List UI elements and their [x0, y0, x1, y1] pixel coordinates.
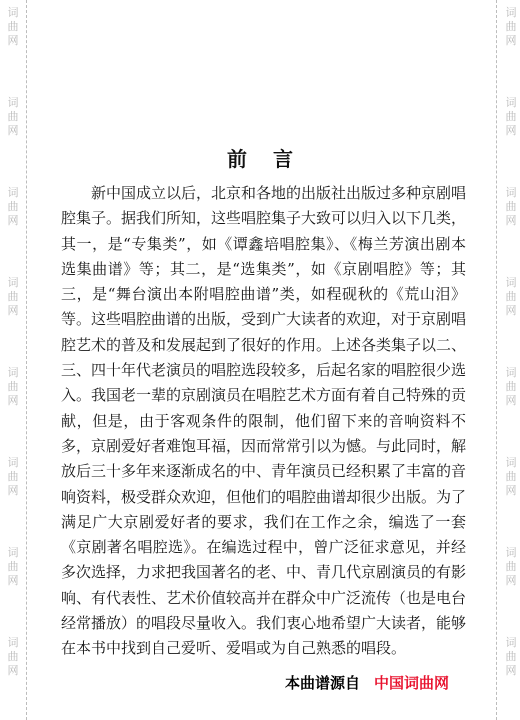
- watermark-char: 网: [7, 304, 19, 317]
- watermark-char: 词: [7, 96, 19, 109]
- watermark-char: 网: [505, 394, 517, 407]
- watermark-char: 曲: [505, 560, 517, 573]
- watermark-char: 曲: [505, 650, 517, 663]
- watermark-char: 曲: [505, 380, 517, 393]
- watermark-char: 词: [7, 6, 19, 19]
- watermark-char: 网: [505, 214, 517, 227]
- watermark-char: 词: [505, 546, 517, 559]
- watermark-char: 词: [7, 186, 19, 199]
- watermark-group: [500, 636, 520, 678]
- page-title: 前言: [227, 147, 319, 171]
- watermark-char: 曲: [7, 560, 19, 573]
- preface-paragraph: 新中国成立以后，北京和各地的出版社出版过多种京剧唱腔集子。据我们所知，这些唱腔集子大致可以归入以下几类，其一，是“专集类”，如《谭鑫培唱腔集》、《梅兰芳演出剧本选集曲谱》等；其二，是“选集类”，如《京剧唱腔》等；其三，是“舞台演出本附唱腔曲谱”类，如程砚秋的《荒山泪》等。这些唱腔曲谱的出版，受到广大读者的欢迎，对于京剧唱腔艺术的普及和发展起到了很好的作用。上述各类集子以二、三、四十年代老演员的唱腔选段较多，后起名家的唱腔很少选入。我国老一辈的京剧演员在唱腔艺术方面有着自己特殊的贡献，但是，由于客观条件的限制，他们留下来的音响资料不多，京剧爱好者难饱耳福，因而常常引以为憾。与此同时，解放后三十多年来逐渐成名的中、青年演员已经积累了丰富的音响资料，极受群众欢迎，但他们的唱腔曲谱却很少出版。为了满足广大京剧爱好者的要求，我们在工作之余，编选了一套《京剧著名唱腔选》。在编选过程中，曾广泛征求意见，并经多次选择，力求把我国著名的老、中、青几代京剧演员的有影响、有代表性、艺术价值较高并在群众中广泛流传（也是电台经常播放）的唱段尽量收入。我们衷心地希望广大读者，能够在本书中找到自己爱听、爱唱或为自己熟悉的唱段。: [61, 184, 467, 658]
- watermark-group: [2, 276, 24, 318]
- watermark-group: [2, 456, 24, 498]
- watermark-char: 网: [505, 574, 517, 587]
- right-watermark-column: [500, 0, 520, 720]
- watermark-group: [500, 546, 520, 588]
- watermark-char: 曲: [505, 470, 517, 483]
- watermark-char: 网: [505, 484, 517, 497]
- watermark-char: 词: [7, 636, 19, 649]
- watermark-char: 网: [7, 214, 19, 227]
- watermark-char: 词: [505, 366, 517, 379]
- watermark-group: [2, 366, 24, 408]
- watermark-char: 网: [7, 124, 19, 137]
- watermark-char: 曲: [7, 650, 19, 663]
- watermark-char: 词: [505, 276, 517, 289]
- watermark-group: [500, 366, 520, 408]
- watermark-char: 词: [505, 456, 517, 469]
- watermark-group: [500, 6, 520, 48]
- watermark-char: 网: [7, 394, 19, 407]
- watermark-char: 词: [7, 276, 19, 289]
- watermark-char: 词: [505, 96, 517, 109]
- watermark-char: 曲: [7, 110, 19, 123]
- source-footer: [285, 672, 495, 693]
- watermark-group: [2, 546, 24, 588]
- watermark-char: 网: [505, 124, 517, 137]
- watermark-group: [2, 6, 24, 48]
- watermark-char: 词: [7, 546, 19, 559]
- watermark-group: [2, 636, 24, 678]
- source-label: 本曲谱源自: [285, 674, 361, 692]
- watermark-char: 词: [7, 366, 19, 379]
- watermark-char: 曲: [7, 200, 19, 213]
- site-name-link[interactable]: 中国词曲网: [374, 674, 450, 692]
- watermark-group: [500, 456, 520, 498]
- watermark-group: [2, 96, 24, 138]
- right-margin-divider: [496, 0, 497, 720]
- watermark-group: [500, 186, 520, 228]
- watermark-char: 网: [505, 664, 517, 677]
- watermark-char: 网: [7, 574, 19, 587]
- watermark-char: 曲: [7, 470, 19, 483]
- watermark-char: 曲: [505, 200, 517, 213]
- watermark-char: 曲: [7, 380, 19, 393]
- watermark-char: 词: [505, 6, 517, 19]
- watermark-char: 曲: [505, 110, 517, 123]
- watermark-char: 词: [505, 636, 517, 649]
- watermark-char: 曲: [7, 290, 19, 303]
- left-watermark-column: [2, 0, 24, 720]
- watermark-char: 网: [505, 304, 517, 317]
- watermark-group: [500, 96, 520, 138]
- left-margin-divider: [26, 0, 27, 720]
- watermark-char: 曲: [505, 20, 517, 33]
- watermark-group: [2, 186, 24, 228]
- watermark-char: 词: [7, 456, 19, 469]
- watermark-group: [500, 276, 520, 318]
- watermark-char: 曲: [7, 20, 19, 33]
- watermark-char: 词: [505, 186, 517, 199]
- watermark-char: 网: [505, 34, 517, 47]
- watermark-char: 曲: [505, 290, 517, 303]
- watermark-char: 网: [7, 34, 19, 47]
- watermark-char: 网: [7, 484, 19, 497]
- watermark-char: 网: [7, 664, 19, 677]
